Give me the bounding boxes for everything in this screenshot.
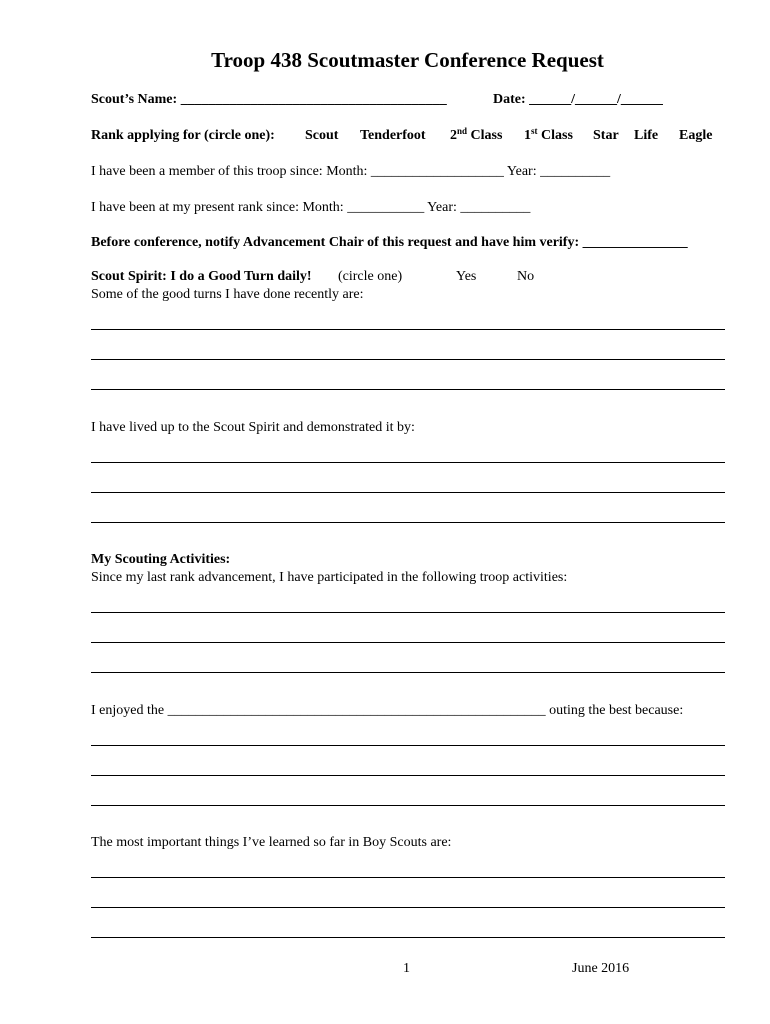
- troop-activities-prompt: Since my last rank advancement, I have participated in the following troop activities:: [91, 570, 568, 585]
- learned-answer-line-2[interactable]: [91, 907, 725, 908]
- scout-spirit-no[interactable]: No: [517, 269, 535, 284]
- rank-option-eagle[interactable]: Eagle: [679, 128, 713, 143]
- rank-first-suffix: st: [531, 126, 538, 136]
- rank-second-word: Class: [467, 128, 503, 143]
- page-number: 1: [403, 961, 410, 976]
- member-since-field[interactable]: I have been a member of this troop since: Month: ___________________ Year: __________: [91, 164, 611, 179]
- demonstrated-answer-line-1[interactable]: [91, 462, 725, 463]
- notify-advancement-chair-field[interactable]: Before conference, notify Advancement Chair of this request and have him verify: _______________: [91, 235, 688, 250]
- good-turns-answer-line-3[interactable]: [91, 389, 725, 390]
- rank-first-number: 1: [524, 128, 531, 143]
- rank-option-first-class[interactable]: [524, 128, 573, 144]
- demonstrated-answer-line-3[interactable]: [91, 522, 725, 523]
- learned-answer-line-1[interactable]: [91, 877, 725, 878]
- date-field[interactable]: Date: ______/______/______: [493, 92, 663, 107]
- enjoyed-answer-line-1[interactable]: [91, 745, 725, 746]
- rank-second-number: 2: [450, 128, 457, 143]
- good-turns-answer-line-1[interactable]: [91, 329, 725, 330]
- enjoyed-outing-field[interactable]: I enjoyed the ______________________________________________________ outing the best because:: [91, 703, 684, 718]
- activities-answer-line-2[interactable]: [91, 642, 725, 643]
- demonstrated-answer-line-2[interactable]: [91, 492, 725, 493]
- rank-first-word: Class: [537, 128, 573, 143]
- rank-option-second-class[interactable]: [450, 128, 502, 144]
- activities-answer-line-1[interactable]: [91, 612, 725, 613]
- page-title: Troop 438 Scoutmaster Conference Request: [211, 48, 604, 72]
- learned-answer-line-3[interactable]: [91, 937, 725, 938]
- footer-date: June 2016: [572, 961, 630, 976]
- scout-spirit-yes[interactable]: Yes: [456, 269, 477, 284]
- scout-name-field[interactable]: Scout’s Name: ______________________________________: [91, 92, 447, 107]
- scouting-activities-heading: My Scouting Activities:: [91, 552, 231, 567]
- rank-option-tenderfoot[interactable]: Tenderfoot: [360, 128, 426, 143]
- enjoyed-answer-line-2[interactable]: [91, 775, 725, 776]
- activities-answer-line-3[interactable]: [91, 672, 725, 673]
- enjoyed-answer-line-3[interactable]: [91, 805, 725, 806]
- learned-prompt: The most important things I’ve learned so far in Boy Scouts are:: [91, 835, 452, 850]
- circle-one-hint: (circle one): [338, 269, 403, 284]
- scout-spirit-demonstrated-prompt: I have lived up to the Scout Spirit and demonstrated it by:: [91, 420, 415, 435]
- rank-second-suffix: nd: [457, 126, 468, 136]
- rank-option-life[interactable]: Life: [634, 128, 659, 143]
- rank-option-scout[interactable]: Scout: [305, 128, 339, 143]
- present-rank-since-field[interactable]: I have been at my present rank since: Month: ___________ Year: __________: [91, 200, 531, 215]
- rank-option-star[interactable]: Star: [593, 128, 619, 143]
- scout-spirit-label: Scout Spirit: I do a Good Turn daily!: [91, 269, 312, 284]
- rank-label: Rank applying for (circle one):: [91, 128, 275, 143]
- good-turns-prompt: Some of the good turns I have done recently are:: [91, 287, 364, 302]
- good-turns-answer-line-2[interactable]: [91, 359, 725, 360]
